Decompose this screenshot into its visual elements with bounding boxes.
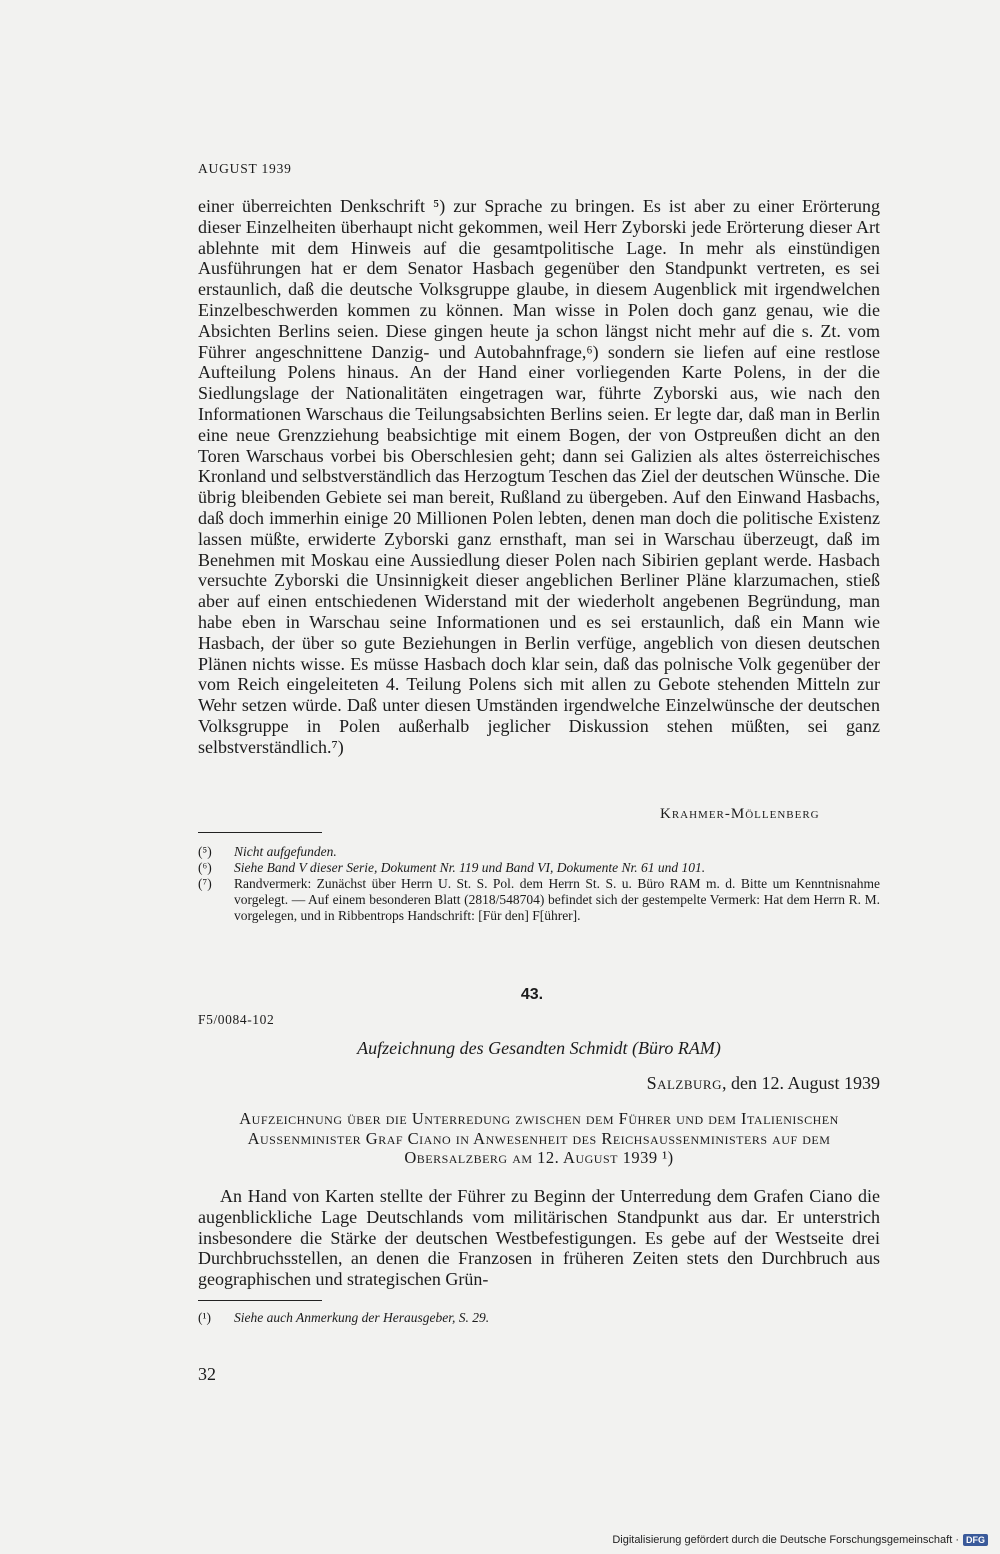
footnote-rule-bottom bbox=[198, 1300, 322, 1301]
document-title: Aufzeichnung des Gesandten Schmidt (Büro RAM) bbox=[357, 1038, 721, 1058]
document-subject: Aufzeichnung über die Unterredung zwischen dem Führer und dem Italienischen Aussenminister Graf Ciano in Anwesenheit des Reichsaussenministers auf dem Obersalzberg am 12. August 1939 ¹) bbox=[239, 1109, 839, 1167]
running-header: AUGUST 1939 bbox=[198, 161, 292, 176]
credit-text: Digitalisierung gefördert durch die Deutsche Forschungsgemeinschaft · bbox=[612, 1534, 959, 1546]
footnote-item bbox=[198, 1310, 880, 1326]
footnote-item bbox=[198, 844, 880, 860]
footnote-number: (⁷) bbox=[198, 876, 212, 891]
footnote-number: (¹) bbox=[198, 1310, 212, 1325]
footnote-rule-top bbox=[198, 832, 322, 833]
footnote-number: (⁵) bbox=[198, 844, 212, 859]
footnote-text: Siehe Band V dieser Serie, Dokument Nr. 119 und Band VI, Dokumente Nr. 61 und 101. bbox=[234, 860, 706, 875]
footnote-text: Randvermerk: Zunächst über Herrn U. St. S. Pol. dem Herrn St. S. u. Büro RAM m. d. Bitte um Kenntnisnahme vorgelegt. — Auf einem besonderen Blatt (2818/548704) befindet sich der gestempelte Vermerk: Hat dem Herrn R. M. vorgelegen, und in Ribbentrops Handschrift: [Für den] F[ührer]. bbox=[234, 876, 880, 923]
footnotes-top bbox=[198, 844, 880, 924]
date: , den 12. August 1939 bbox=[721, 1073, 880, 1093]
digitization-credit bbox=[612, 1534, 988, 1546]
footnote-text: Nicht aufgefunden. bbox=[234, 844, 337, 859]
footnote-text: Siehe auch Anmerkung der Herausgeber, S. 29. bbox=[234, 1310, 490, 1325]
page-number: 32 bbox=[198, 1364, 216, 1384]
body-paragraph-1: einer überreichten Denkschrift ⁵) zur Sprache zu bringen. Es ist aber zu einer Erörterung dieser Einzelheiten überhaupt nicht gekommen, weil Herr Zyborski jede Erörterung dieser Art ablehnte mit dem Hinweis auf die gesamtpolitische Lage. In mehr als einstündigen Ausführungen hat er dem Senator Hasbach gegenüber den Standpunkt vertreten, es sei erstaunlich, daß die deutsche Volksgruppe glaube, in diesem Augenblick mit irgendwelchen Einzelbeschwerden kommen zu können. Man wisse in Polen doch ganz genau, wie die Absichten Berlins seien. Diese gingen heute ja schon längst nicht mehr auf die s. Zt. vom Führer angeschnittene Danzig- und Autobahnfrage,⁶) sondern sie liefen auf eine restlose Aufteilung Polens hinaus. An der Hand einer vorliegenden Karte Polens, in der die Siedlungslage der Nationalitäten eingetragen war, führte Zyborski aus, wie nach den Informationen Warschaus die Teilungsabsichten Berlins seien. Er legte dar, daß man in Berlin eine neue Grenzziehung beabsichtige mit einem Bogen, der von Ostpreußen dicht an den Toren Warschaus vorbei bis Oberschlesien geht; dann sei Galizien als altes österreichisches Kronland und selbstverständlich das Herzogtum Teschen das Ziel der deutschen Wünsche. Die übrig bleibenden Gebiete sei man bereit, Rußland zu übergeben. Auf den Einwand Hasbachs, daß doch immerhin einige 20 Millionen Polen lebten, denen man doch die politische Existenz lassen müßte, erwiderte Zyborski ganz ernsthaft, man sei in Warschau überzeugt, daß im Benehmen mit Moskau eine Aussiedlung dieser Polen nach Sibirien geplant werde. Hasbach versuchte Zyborski die Unsinnigkeit dieser angeblichen Berliner Pläne klarzumachen, stieß aber auf einen entschiedenen Widerstand mit der wiederholt angebenen Begründung, man habe eben in Warschau seine Informationen und es sei erstaunlich, daß ein Mann wie Hasbach, der über so gute Beziehungen in Berlin verfüge, angeblich von diesen deutschen Plänen nichts wisse. Es müsse Hasbach doch klar sein, daß das polnische Volk gegenüber der vom Reich eingeleiteten 4. Teilung Polens sich mit allen zu Gebote stehenden Mitteln zur Wehr setzen würde. Daß unter diesen Umständen irgendwelche Einzelwünsche der deutschen Volksgruppe in Polen außerhalb jeglicher Diskussion stehen müßten, sei ganz selbstverständlich.⁷) bbox=[198, 196, 880, 757]
film-reference: F5/0084-102 bbox=[198, 1012, 275, 1027]
footnotes-bottom bbox=[198, 1310, 880, 1326]
document-number: 43. bbox=[520, 986, 544, 1003]
footnote-item bbox=[198, 876, 880, 924]
place-date-line bbox=[647, 1073, 880, 1094]
dfg-logo: DFG bbox=[963, 1534, 988, 1546]
footnote-item bbox=[198, 860, 880, 876]
footnote-number: (⁶) bbox=[198, 860, 212, 875]
signature: Krahmer-Möllenberg bbox=[660, 806, 820, 822]
place: Salzburg bbox=[646, 1073, 722, 1093]
body-paragraph-2: An Hand von Karten stellte der Führer zu Beginn der Unterredung dem Grafen Ciano die augenblickliche Lage Deutschlands vom militärischen Standpunkt aus dar. Er unterstrich insbesondere die Stärke der deutschen Westbefestigungen. Es gebe auf der Westseite drei Durchbruchsstellen, an denen die Franzosen in früheren Zeiten stets den Durchbruch aus geographischen und strategischen Grün- bbox=[198, 1186, 880, 1290]
